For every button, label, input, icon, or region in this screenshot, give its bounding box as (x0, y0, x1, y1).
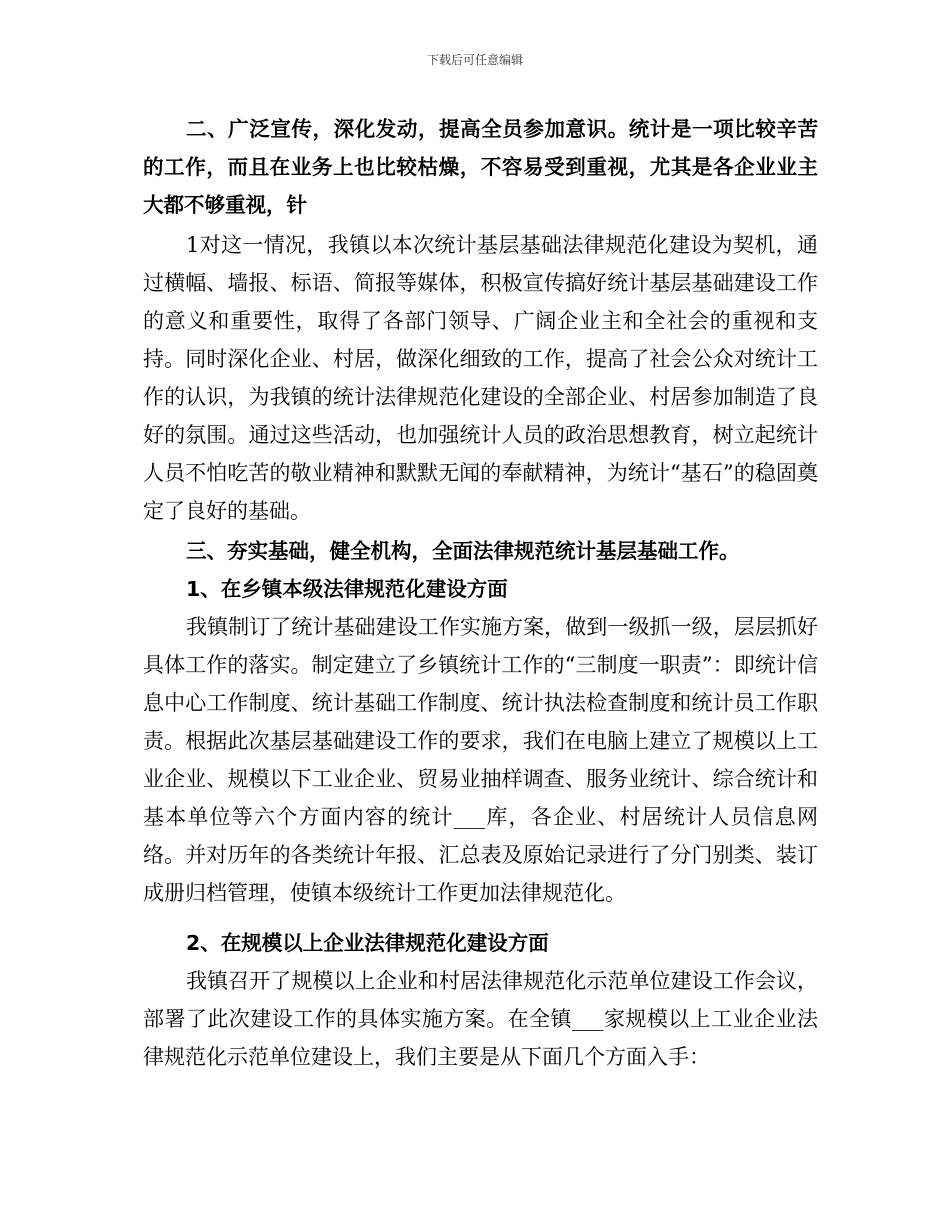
subsection-one-heading: 1、在乡镇本级法律规范化建设方面 (186, 577, 508, 601)
page-header: 下载后可任意编辑 (426, 53, 523, 67)
section-three-heading: 三、夯实基础，健全机构，全面法律规范统计基层基础工作。 (186, 539, 740, 563)
body-paragraph-publicity: 1对这一情况，我镇以本次统计基层基础法律规范化建设为契机，通过横幅、墙报、标语、简报等媒体，积极宣传搞好统计基层基础建设工作的意义和重要性，取得了各部门领导、广阔企业主和全社会的重视和支持。同时深化企业、村居，做深化细致的工作，提高了社会公众对统计工作的认识，为我镇的统计法律规范化建设的全部企业、村居参加制造了良好的氛围。通过这些活动，也加强统计人员的政治思想教育，树立起统计人员不怕吃苦的敬业精神和默默无闻的奉献精神，为统计“基石”的稳固奠定了良好的基础。 (143, 233, 818, 523)
subsection-two-heading: 2、在规模以上企业法律规范化建设方面 (186, 931, 549, 955)
section-two-heading-paragraph: 二、广泛宣传，深化发动，提高全员参加意识。统计是一项比较辛苦的工作，而且在业务上也比较枯燥，不容易受到重视，尤其是各企业业主大都不够重视，针 (143, 117, 818, 217)
body-paragraph-enterprise-level: 我镇召开了规模以上企业和村居法律规范化示范单位建设工作会议，部署了此次建设工作的具体实施方案。在全镇___家规模以上工业企业法律规范化示范单位建设上，我们主要是从下面几个方面入手： (143, 969, 818, 1069)
document-body (143, 110, 818, 1076)
body-paragraph-township-level: 我镇制订了统计基础建设工作实施方案，做到一级抓一级，层层抓好具体工作的落实。制定建立了乡镇统计工作的“三制度一职责”：即统计信息中心工作制度、统计基础工作制度、统计执法检查制度和统计员工作职责。根据此次基层基础建设工作的要求，我们在电脑上建立了规模以上工业企业、规模以下工业企业、贸易业抽样调查、服务业统计、综合统计和基本单位等六个方面内容的统计___库，各企业、村居统计人员信息网络。并对历年的各类统计年报、汇总表及原始记录进行了分门别类、装订成册归档管理，使镇本级统计工作更加法律规范化。 (143, 615, 818, 905)
